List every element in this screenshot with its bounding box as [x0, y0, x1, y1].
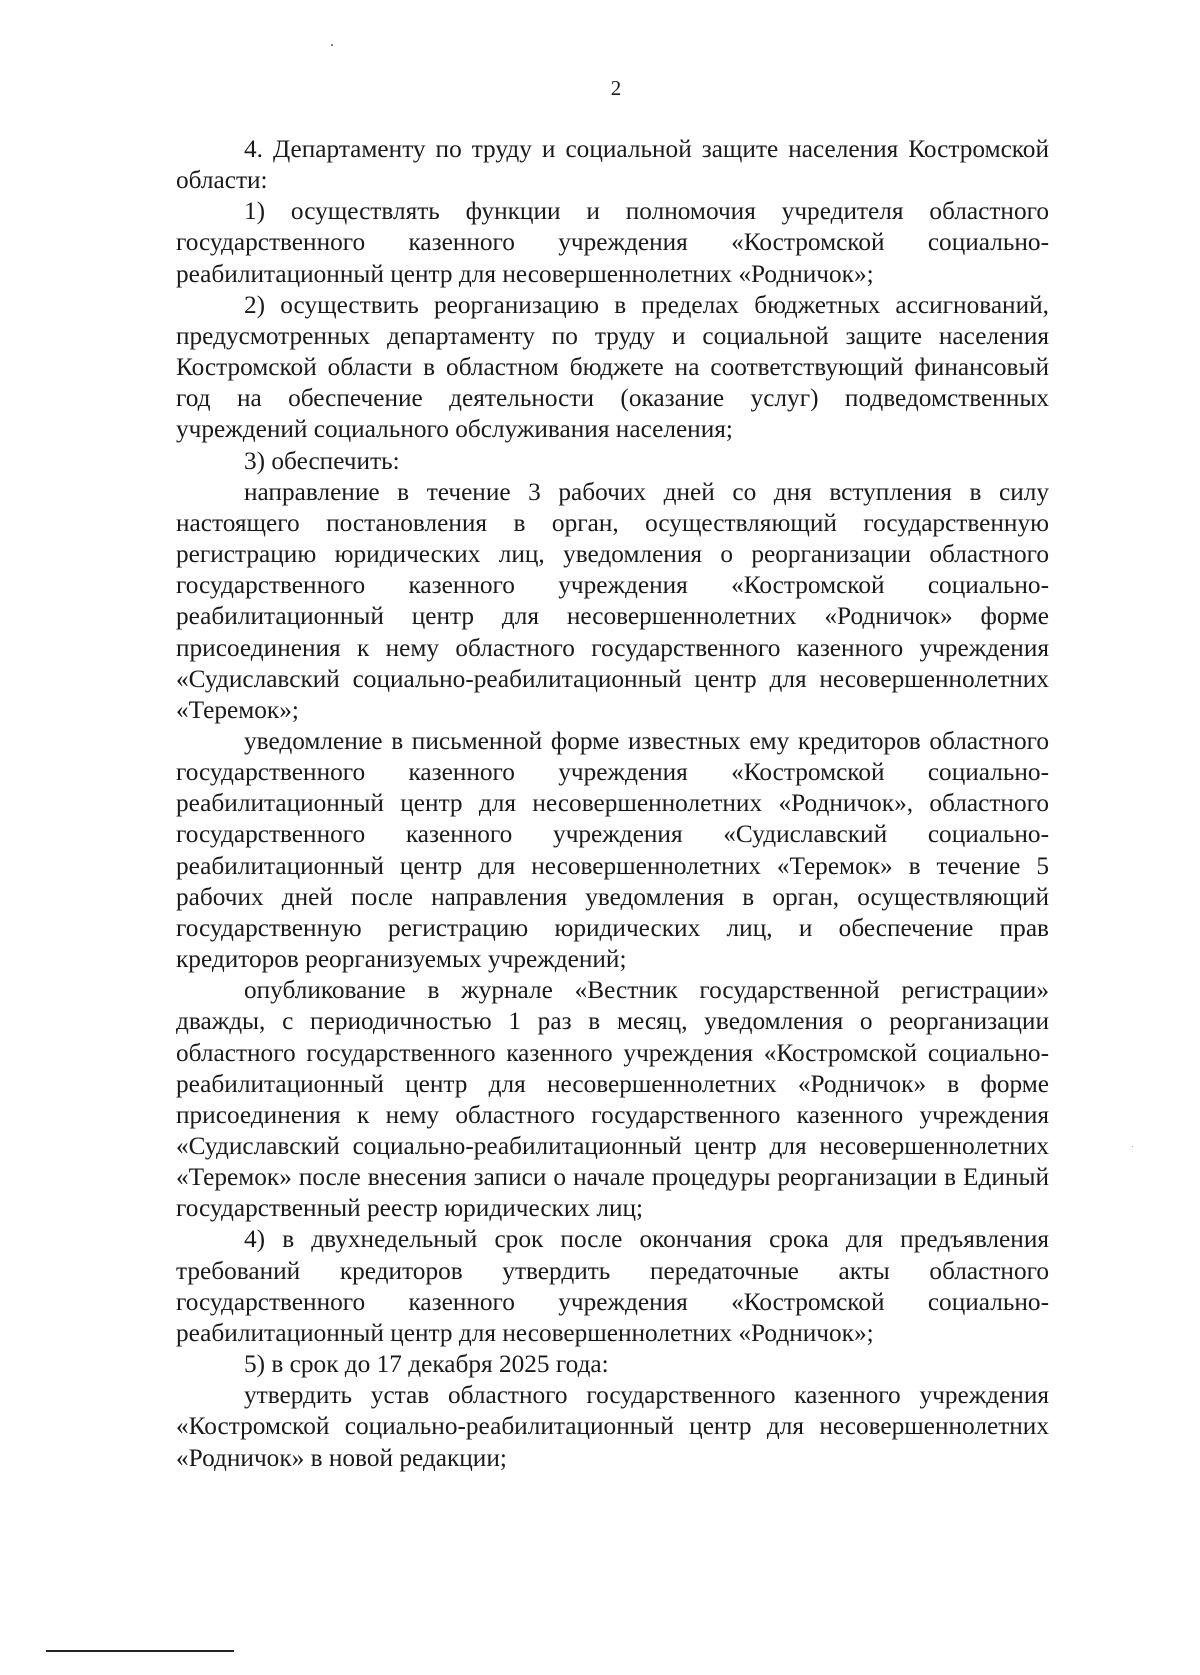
scan-speck [1132, 1146, 1133, 1147]
paragraph-subitem-1: 1) осуществлять функции и полномочия учредителя областного государственного казенного учреждения «Костромской социально-реабилитационный центр для несовершеннолетних «Родничок»; [176, 197, 1049, 288]
paragraph-subitem-2: 2) осуществить реорганизацию в пределах бюджетных ассигнований, предусмотренных департаменту по труду и социальной защите населения Костромской области в областном бюджете на соответствующий финансовый год на обеспечение деятельности (оказание услуг) подведомственных учреждений социального обслуживания населения; [176, 290, 1049, 444]
footer-rule [46, 1650, 234, 1652]
paragraph-charter: утвердить устав областного государственного казенного учреждения «Костромской социально-реабилитационный центр для несовершеннолетних «Родничок» в новой редакции; [176, 1381, 1049, 1472]
paragraph-publication: опубликование в журнале «Вестник государственной регистрации» дважды, с периодичностью 1 раз в месяц, уведомления о реорганизации областного государственного казенного учреждения «Костромской социально-реабилитационный центр для несовершеннолетних «Родничок» в форме присоединения к нему областного государственного казенного учреждения «Судиславский социально-реабилитационный центр для несовершеннолетних «Теремок» после внесения записи о начале процедуры реорганизации в Единый государственный реестр юридических лиц; [176, 976, 1049, 1223]
paragraph-subitem-5: 5) в срок до 17 декабря 2025 года: [244, 1350, 609, 1379]
paragraph-subitem-3: 3) обеспечить: [244, 446, 400, 475]
scan-speck [331, 44, 333, 46]
paragraph-item-4: 4. Департаменту по труду и социальной защите населения Костромской области: [176, 135, 1049, 195]
page-number: 2 [610, 76, 622, 100]
paragraph-subitem-4: 4) в двухнедельный срок после окончания срока для предъявления требований кредиторов утвердить передаточные акты областного государственного казенного учреждения «Костромской социально-реабилитационный центр для несовершеннолетних «Родничок»; [176, 1225, 1049, 1347]
paragraph-notification-creditors: уведомление в письменной форме известных ему кредиторов областного государственного казенного учреждения «Костромской социально-реабилитационный центр для несовершеннолетних «Родничок», областного государственного казенного учреждения «Судиславский социально-реабилитационный центр для несовершеннолетних «Теремок» в течение 5 рабочих дней после направления уведомления в орган, осуществляющий государственную регистрацию юридических лиц, и обеспечение прав кредиторов реорганизуемых учреждений; [176, 726, 1049, 974]
document-body [176, 134, 1049, 1474]
paragraph-notification-registration: направление в течение 3 рабочих дней со дня вступления в силу настоящего постановления в орган, осуществляющий государственную регистрацию юридических лиц, уведомления о реорганизации областного государственного казенного учреждения «Костромской социально-реабилитационный центр для несовершеннолетних «Родничок» форме присоединения к нему областного государственного казенного учреждения «Судиславский социально-реабилитационный центр для несовершеннолетних «Теремок»; [176, 477, 1049, 724]
